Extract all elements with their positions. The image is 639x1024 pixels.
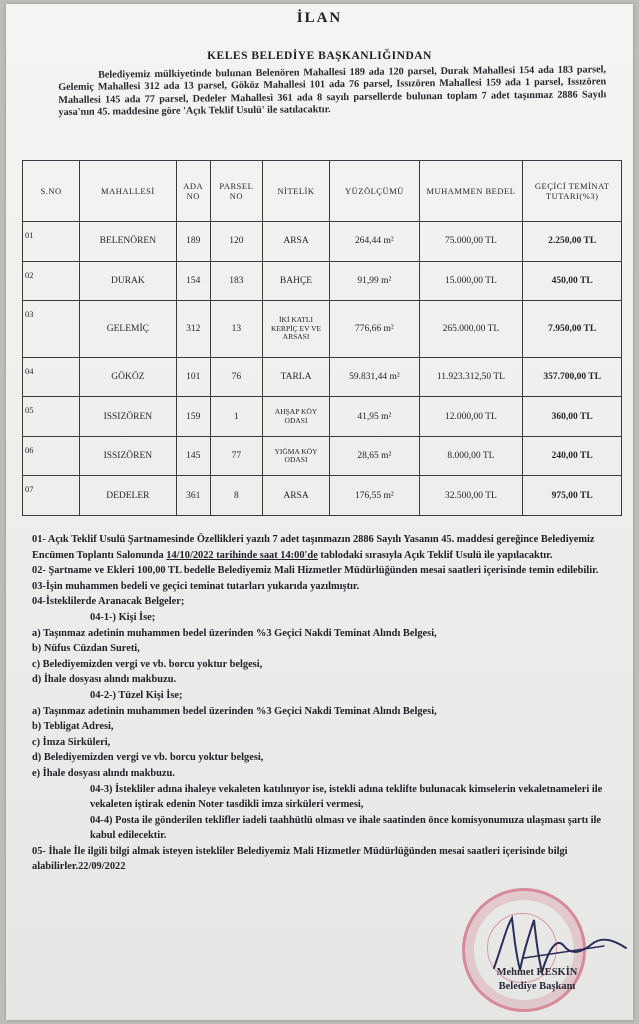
signatory-block xyxy=(462,966,612,994)
cell-parsel: 76 xyxy=(210,357,262,397)
table-header-row xyxy=(23,161,622,222)
header-bedel: MUHAMMEN BEDEL xyxy=(419,161,523,222)
signatory-name: Mehmet KESKİN xyxy=(496,967,578,978)
clause-04: 04-İsteklilerde Aranacak Belgeler; xyxy=(32,596,185,608)
list-item: a) Taşınmaz adetinin muhammen bedel üzerinden %3 Geçici Nakdi Teminat Alındı Belgesi, xyxy=(32,705,437,717)
cell-ada: 312 xyxy=(176,301,210,357)
cell-teminat: 357.700,00 TL xyxy=(523,357,622,397)
table-row xyxy=(23,476,622,516)
intro-text: Belediyemiz mülkiyetinde bulunan Belenören Mahallesi 189 ada 120 parsel, Durak Mahallesi 154 ada 183 parsel, Gelemiç Mahallesi 312 ada 13 parsel, Gököz Mahallesi 101 ada 76 parsel, Issızören Mahallesi 159 ada 1 parsel, Issızören Mahallesi 145 ada 77 parsel, Dedeler Mahallesi 361 ada 8 sayılı parsellerde bulunan toplam 7 adet taşınmaz 2886 Sayılı yasa'nın 45. maddesine göre 'Açık Teklif Usulü' ile satılacaktır. xyxy=(58,64,607,119)
table-row xyxy=(23,436,622,476)
list-item: a) Taşınmaz adetinin muhammen bedel üzerinden %3 Geçici Nakdi Teminat Alındı Belgesi, xyxy=(32,627,437,639)
list-item: b) Tebligat Adresi, xyxy=(32,721,114,733)
table-row xyxy=(23,222,622,262)
cell-sno: 03 xyxy=(23,301,80,357)
cell-ada: 154 xyxy=(176,261,210,301)
auction-date: 14/10/2022 tarihinde saat 14:00'de xyxy=(166,549,318,561)
header-parsel: PARSEL NO xyxy=(210,161,262,222)
cell-mahalle: BELENÖREN xyxy=(80,222,177,262)
list-item: c) Belediyemizden vergi ve vb. borcu yoktur belgesi, xyxy=(32,658,263,670)
cell-sno: 04 xyxy=(23,357,80,397)
clause-04-2: 04-2-) Tüzel Kişi İse; xyxy=(90,689,183,701)
cell-bedel: 32.500,00 TL xyxy=(419,476,523,516)
header-mahalle: MAHALLESİ xyxy=(80,161,177,222)
cell-sno: 02 xyxy=(23,261,80,301)
cell-nitelik: ARSA xyxy=(262,222,329,262)
clause-02: 02- Şartname ve Ekleri 100,00 TL bedelle Belediyemiz Mali Hizmetler Müdürlüğünden mesai saatleri içerisinde temin edilebilir. xyxy=(32,565,599,577)
cell-nitelik: AHŞAP KÖY ODASI xyxy=(262,397,329,437)
document-subtitle: KELES BELEDİYE BAŞKANLIĞINDAN xyxy=(207,50,432,62)
cell-teminat: 360,00 TL xyxy=(523,397,622,437)
header-nitelik: NİTELİK xyxy=(262,161,329,222)
cell-parsel: 120 xyxy=(210,222,262,262)
list-item: c) İmza Sirküleri, xyxy=(32,736,111,748)
intro-paragraph xyxy=(58,64,606,119)
cell-yuzolcum: 41,95 m² xyxy=(330,397,419,437)
cell-teminat: 975,00 TL xyxy=(523,476,622,516)
cell-bedel: 11.923.312,50 TL xyxy=(419,357,523,397)
cell-nitelik: TARLA xyxy=(262,357,329,397)
cell-yuzolcum: 59.831,44 m² xyxy=(330,357,419,397)
clause-04-4: 04-4) Posta ile gönderilen teklifler iadeli taahhütlü olması ve ihale saatinden önce komisyonumuza ulaşması şartı ile kabul edilecektir. xyxy=(90,814,601,842)
cell-bedel: 12.000,00 TL xyxy=(419,397,523,437)
cell-nitelik: YIĞMA KÖY ODASI xyxy=(262,436,329,476)
cell-ada: 101 xyxy=(176,357,210,397)
clause-01: 01- Açık Teklif Usulü Şartnamesinde Özellikleri yazılı 7 adet taşınmazın 2886 Sayılı Yasanın 45. maddesi gereğince Belediyemiz Encümen Toplantı Salonunda 14/10/2022 tarihinde saat 14:00'de tablodaki sırasıyla Açık Teklif Usulü ile yapılacaktır. xyxy=(32,534,595,561)
cell-parsel: 13 xyxy=(210,301,262,357)
cell-teminat: 450,00 TL xyxy=(523,261,622,301)
cell-sno: 07 xyxy=(23,476,80,516)
header-sno: S.NO xyxy=(23,161,80,222)
cell-bedel: 75.000,00 TL xyxy=(419,222,523,262)
list-item: d) İhale dosyası alındı makbuzu. xyxy=(32,674,177,686)
header-yuzolcum: YÜZÖLÇÜMÜ xyxy=(330,161,419,222)
cell-teminat: 2.250,00 TL xyxy=(523,222,622,262)
clause-05: 05- İhale İle ilgili bilgi almak isteyen istekliler Belediyemiz Mali Hizmetler Müdürlüğünden mesai saatleri içerisinde bilgi alabilirler.22/09/2022 xyxy=(32,845,568,873)
cell-nitelik: ARSA xyxy=(262,476,329,516)
cell-parsel: 77 xyxy=(210,436,262,476)
cell-parsel: 183 xyxy=(210,261,262,301)
table-row xyxy=(23,301,622,357)
cell-mahalle: ISSIZÖREN xyxy=(80,436,177,476)
cell-yuzolcum: 28,65 m² xyxy=(330,436,419,476)
cell-yuzolcum: 91,99 m² xyxy=(330,261,419,301)
clause-03: 03-İşin muhammen bedeli ve geçici teminat tutarları yukarıda yazılmıştır. xyxy=(32,580,360,592)
cell-yuzolcum: 176,55 m² xyxy=(330,476,419,516)
cell-parsel: 1 xyxy=(210,397,262,437)
list-item: d) Belediyemizden vergi ve vb. borcu yoktur belgesi, xyxy=(32,752,264,764)
signatory-role: Belediye Başkanı xyxy=(498,981,576,992)
cell-nitelik: BAHÇE xyxy=(262,261,329,301)
header-ada: ADA NO xyxy=(176,161,210,222)
cell-mahalle: GELEMİÇ xyxy=(80,301,177,357)
cell-sno: 06 xyxy=(23,436,80,476)
cell-bedel: 15.000,00 TL xyxy=(419,261,523,301)
header-teminat: GEÇİCİ TEMİNAT TUTARI(%3) xyxy=(523,161,622,222)
cell-nitelik: İKİ KATLI KERPİÇ EV VE ARSASI xyxy=(262,301,329,357)
cell-sno: 05 xyxy=(23,397,80,437)
cell-teminat: 7.950,00 TL xyxy=(523,301,622,357)
cell-mahalle: GÖKÖZ xyxy=(80,357,177,397)
document-title: İLAN xyxy=(296,10,343,26)
cell-yuzolcum: 264,44 m² xyxy=(330,222,419,262)
clause-04-3: 04-3) İstekliler adına ihaleye vekaleten katılınıyor ise, istekli adına teklifte bulunacak kimselerin vekaletnameleri ile vekaleten iştirak edenin Noter tasdikli imza sirküleri vermesi, xyxy=(90,783,603,811)
cell-ada: 189 xyxy=(176,222,210,262)
cell-sno: 01 xyxy=(23,222,80,262)
announcement-body xyxy=(32,532,624,875)
cell-ada: 159 xyxy=(176,397,210,437)
table-row xyxy=(23,357,622,397)
table-row xyxy=(23,397,622,437)
cell-mahalle: DURAK xyxy=(80,261,177,301)
list-item: b) Nüfus Cüzdan Sureti, xyxy=(32,643,140,655)
cell-ada: 145 xyxy=(176,436,210,476)
cell-mahalle: DEDELER xyxy=(80,476,177,516)
cell-ada: 361 xyxy=(176,476,210,516)
parcel-table xyxy=(22,160,622,516)
cell-parsel: 8 xyxy=(210,476,262,516)
list-item: e) İhale dosyası alındı makbuzu. xyxy=(32,767,175,779)
cell-mahalle: ISSIZÖREN xyxy=(80,397,177,437)
cell-bedel: 8.000,00 TL xyxy=(419,436,523,476)
clause-04-1: 04-1-) Kişi İse; xyxy=(90,611,156,623)
cell-teminat: 240,00 TL xyxy=(523,436,622,476)
cell-yuzolcum: 776,66 m² xyxy=(330,301,419,357)
cell-bedel: 265.000,00 TL xyxy=(419,301,523,357)
table-row xyxy=(23,261,622,301)
